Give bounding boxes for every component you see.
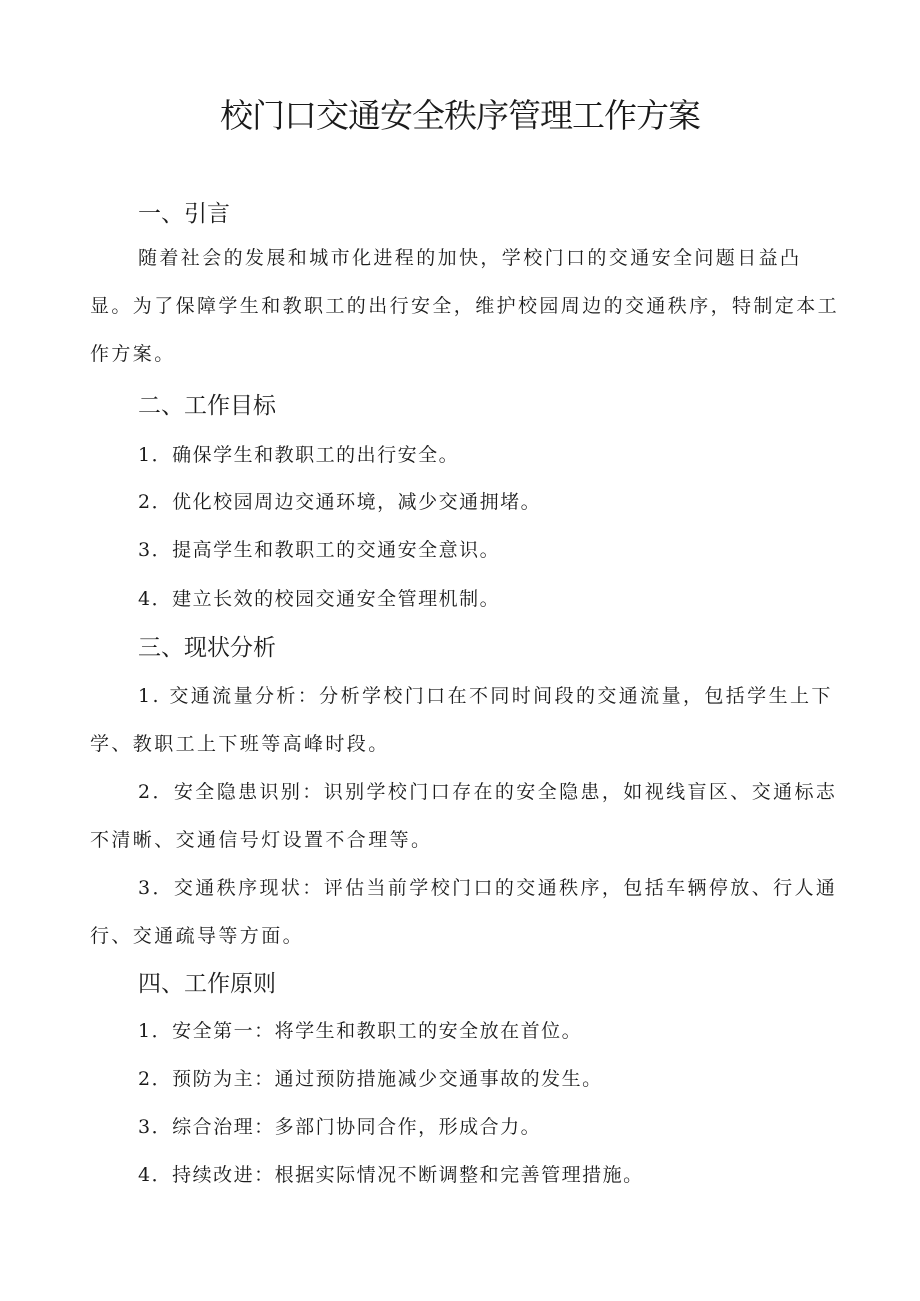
principle-item: 1．安全第一：将学生和教职工的安全放在首位。 (138, 1020, 583, 1042)
analysis-paragraph: 3．交通秩序现状：评估当前学校门口的交通秩序，包括车辆停放、行人通行、交通疏导等方面。 (90, 877, 838, 947)
goal-item: 3．提高学生和教职工的交通安全意识。 (138, 539, 501, 561)
analysis-paragraph: 1. 交通流量分析：分析学校门口在不同时间段的交通流量，包括学生上下学、教职工上下班等高峰时段。 (90, 685, 833, 755)
principle-item: 3．综合治理：多部门协同合作，形成合力。 (138, 1116, 542, 1138)
section-heading-goals: 二、工作目标 (138, 393, 276, 419)
section-heading-analysis: 三、现状分析 (138, 635, 276, 661)
analysis-paragraph: 2．安全隐患识别：识别学校门口存在的安全隐患，如视线盲区、交通标志不清晰、交通信号灯设置不合理等。 (90, 781, 838, 851)
principle-item: 4．持续改进：根据实际情况不断调整和完善管理措施。 (138, 1164, 644, 1186)
goal-item: 4．建立长效的校园交通安全管理机制。 (138, 588, 501, 610)
goal-item: 2．优化校园周边交通环境，减少交通拥堵。 (138, 491, 542, 513)
document-title: 校门口交通安全秩序管理工作方案 (220, 96, 700, 135)
goal-item: 1．确保学生和教职工的出行安全。 (138, 444, 460, 466)
introduction-paragraph: 随着社会的发展和城市化进程的加快，学校门口的交通安全问题日益凸显。为了保障学生和教职工的出行安全，维护校园周边的交通秩序，特制定本工作方案。 (90, 247, 840, 365)
principle-item: 2．预防为主：通过预防措施减少交通事故的发生。 (138, 1068, 603, 1090)
section-heading-principles: 四、工作原则 (138, 971, 276, 997)
section-heading-introduction: 一、引言 (138, 201, 230, 227)
